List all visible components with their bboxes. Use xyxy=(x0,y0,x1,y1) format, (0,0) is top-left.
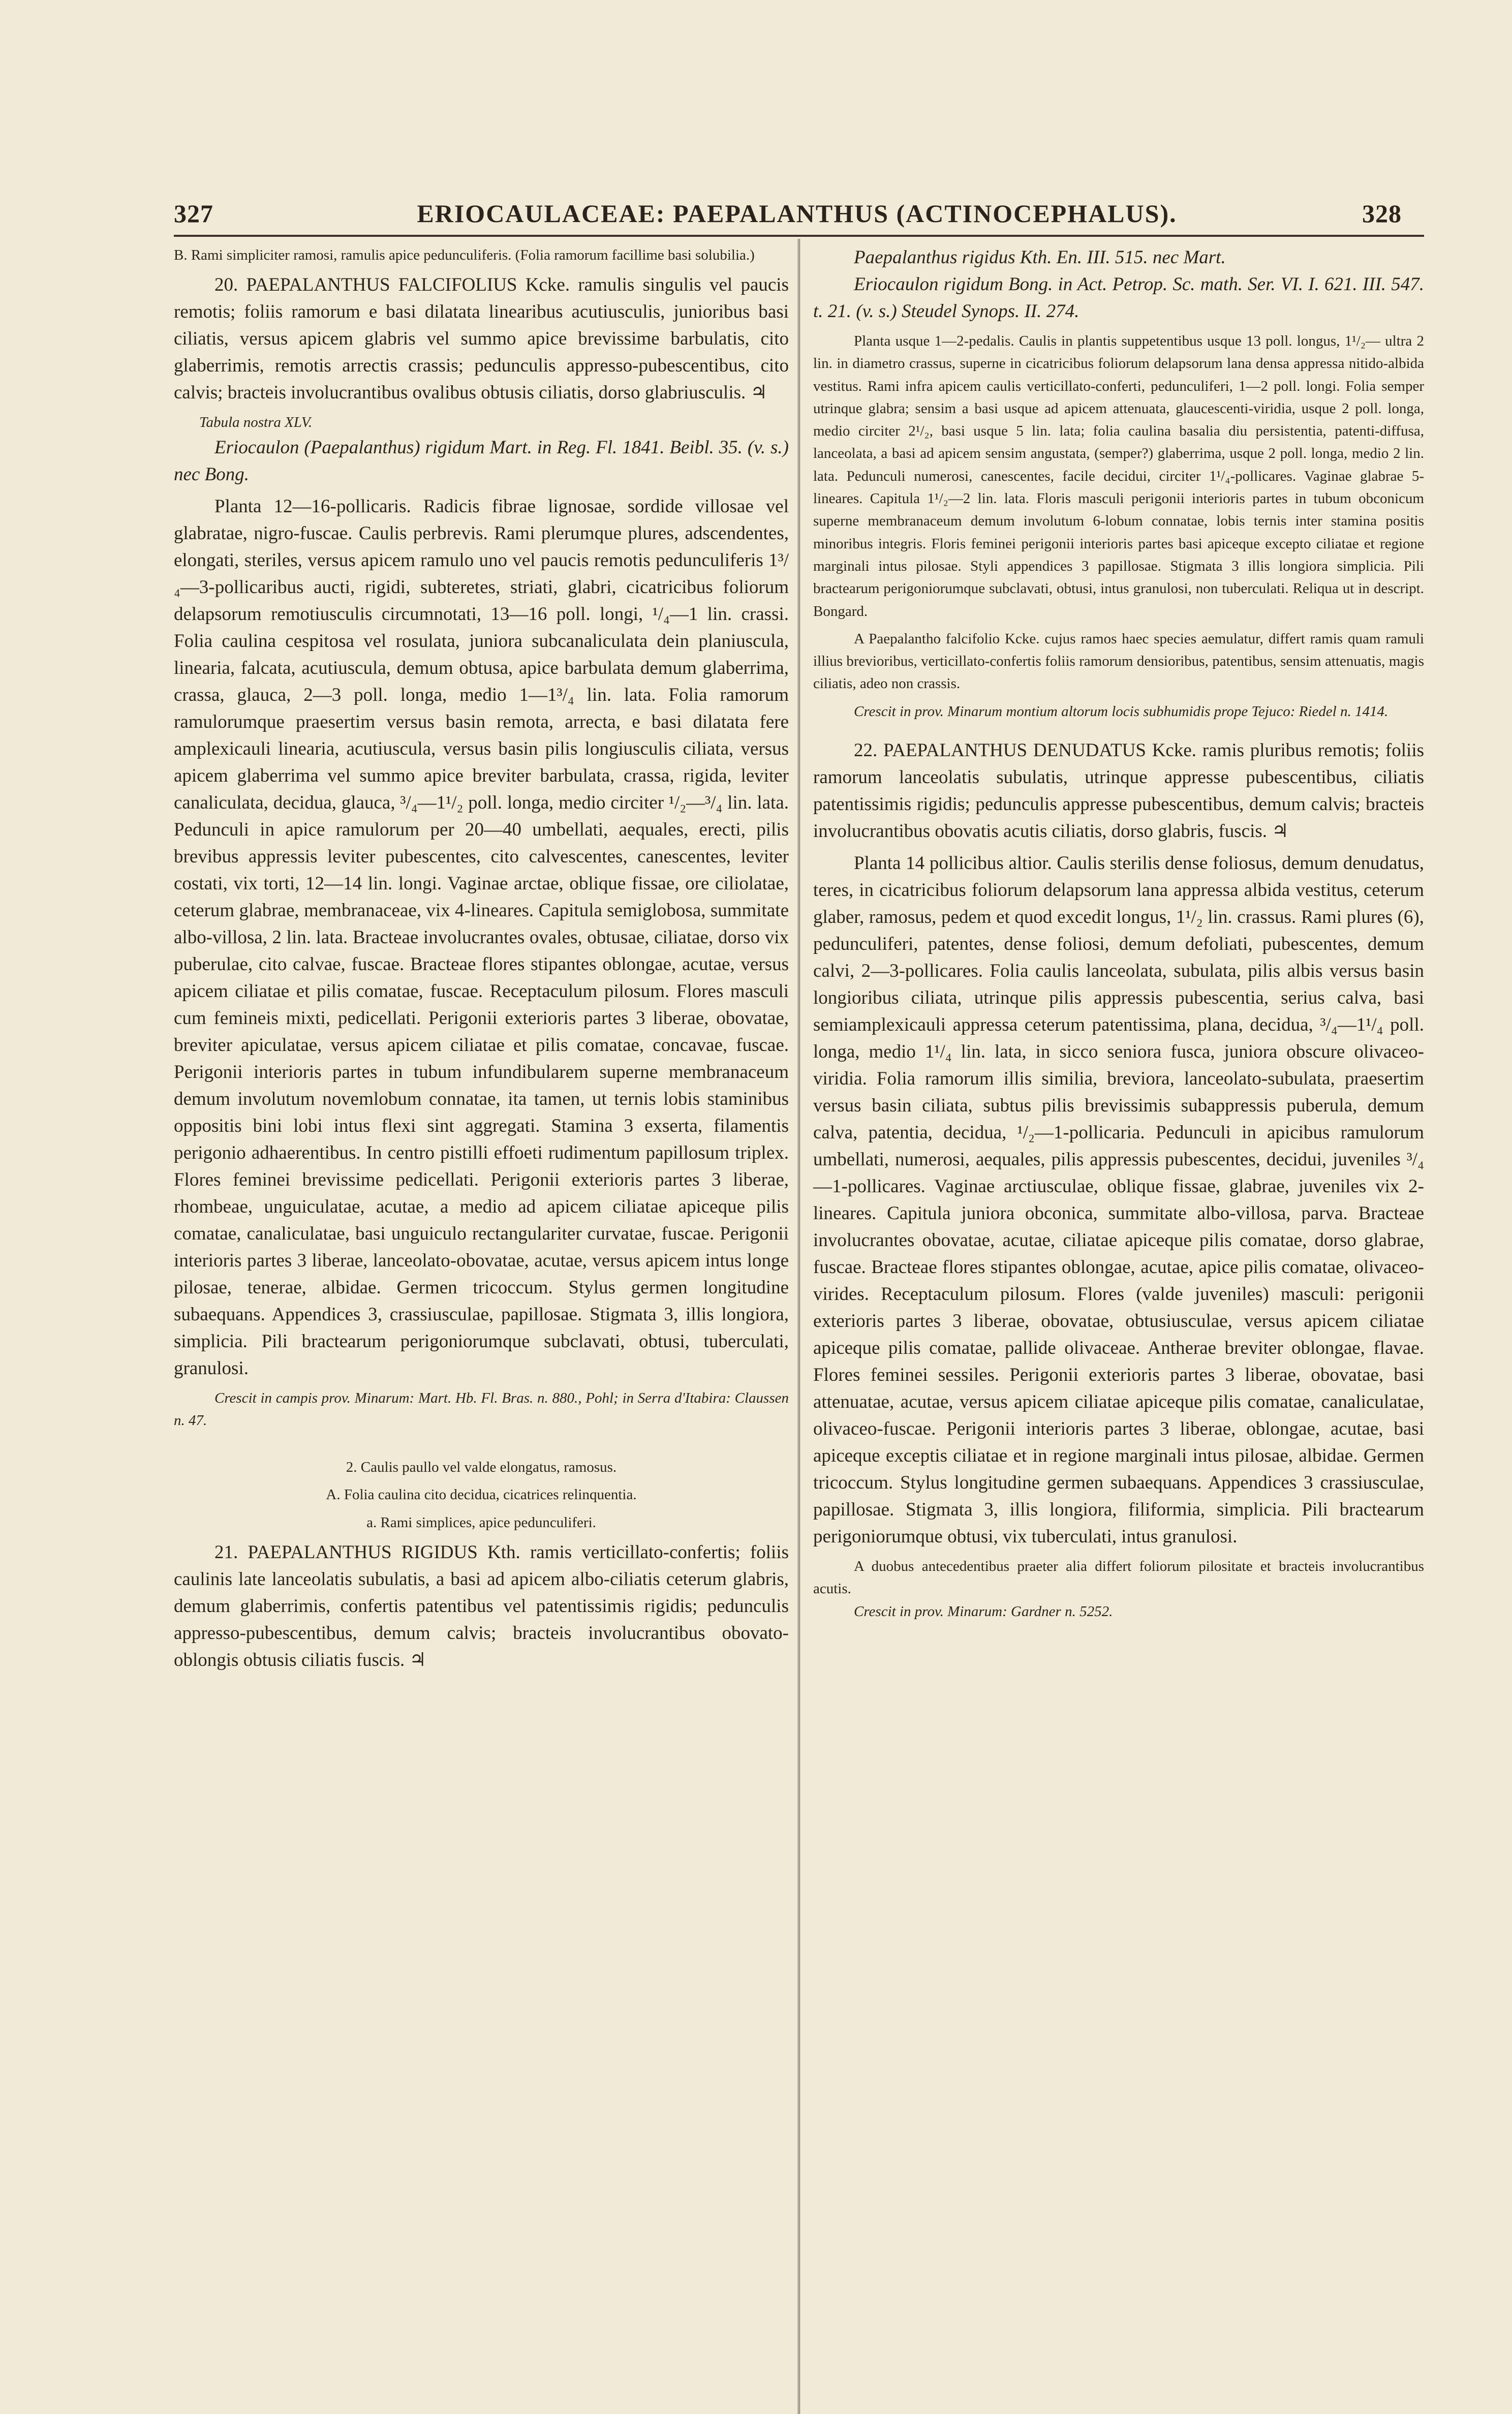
species-22-locality: Crescit in prov. Minarum: Gardner n. 5252. xyxy=(854,1603,1113,1620)
page-number-right: 328 xyxy=(1362,199,1402,228)
column-separator xyxy=(798,239,800,2414)
section-heading-b: B. Rami simpliciter ramosi, ramulis apice pedunculiferis. (Folia ramorum facillime basi solubilia.) xyxy=(174,247,755,263)
running-title: ERIOCAULACEAE: PAEPALANTHUS (ACTINOCEPHALUS). xyxy=(417,199,1177,228)
left-column xyxy=(174,244,789,1674)
species-21-synonym-1: Paepalanthus rigidus Kth. En. III. 515. nec Mart. xyxy=(854,247,1226,268)
species-21-diagnosis: 21. PAEPALANTHUS RIGIDUS Kth. ramis verticillato-confertis; foliis caulinis late lanceolatis subulatis, a basi ad apicem albo-ciliatis ceterum glabris, demum glaberrimis, confertis patentibus vel patentissimis rigidis; pedunculis appresso-pubescentibus, demum calvis; bracteis involucrantibus obovato-oblongis obtusis ciliatis fuscis. ♃ xyxy=(174,1542,789,1671)
species-21-synonym-2: Eriocaulon rigidum Bong. in Act. Petrop. Sc. math. Ser. VI. I. 621. III. 547. t. 21. (v. s.) Steudel Synops. II. 274. xyxy=(813,274,1424,322)
species-22-note: A duobus antecedentibus praeter alia differt foliorum pilositate et bracteis involucrantibus acutis. xyxy=(813,1558,1424,1597)
species-21-note: A Paepalantho falcifolio Kcke. cujus ramos haec species aemulatur, differt ramis quam ramuli illius brevioribus, verticillato-confertis foliis ramorum densioribus, patentibus, sensim attenuatis, magis ciliatis, adeo non crassis. xyxy=(813,630,1424,692)
subdivision-a-upper: A. Folia caulina cito decidua, cicatrices relinquentia. xyxy=(326,1487,637,1503)
species-20-description: Planta 12—16-pollicaris. Radicis fibrae lignosae, sordide villosae vel glabratae, nigro-fuscae. Caulis perbrevis. Rami plerumque plures, adscendentes, elongati, steriles, versus apicem ramulo uno vel paucis remotis pedunculiferis 1³/₄—3-pollicaribus aucti, rigidi, subteretes, striati, glabri, cicatricibus foliorum delapsorum remotiusculis circumnotati, 13—16 poll. longi, ¹/₄—1 lin. crassi. Folia caulina cespitosa vel rosulata, juniora subcanaliculata dein planiuscula, linearia, falcata, acutiuscula, demum obtusa, apice barbulata demum glaberrima, crassa, glauca, 2—3 poll. longa, medio 1—1³/₄ lin. lata. Folia ramorum ramulorumque praesertim versus basin remota, arrecta, e basi dilatata fere amplexicauli linearia, acutiuscula, versus basin pilis longiusculis ciliata, versus apicem glaberrima vel summo apice breviter barbulata, crassa, rigida, leviter canaliculata, decidua, glauca, ³/₄—1¹/₂ poll. longa, medio circiter ¹/₂—³/₄ lin. lata. Pedunculi in apice ramulorum per 20—40 umbellati, aequales, erecti, pilis brevibus appressis leviter pubescentes, cito calvescentes, canescentes, leviter costati, vix torti, 12—14 lin. longi. Vaginae arctae, oblique fissae, ore ciliolatae, ceterum glabrae, membranaceae, vix 4-lineares. Capitula semiglobosa, summitate albo-villosa, 2 lin. lata. Bracteae involucrantes ovales, obtusae, ciliatae, dorso vix puberulae, cito calvae, fuscae. Bracteae flores stipantes oblongae, acutae, versus apicem ciliatae et pilis comatae, fuscae. Receptaculum pilosum. Flores masculi cum femineis mixti, pedicellati. Perigonii exterioris partes 3 liberae, obovatae, breviter apiculatae, versus apicem ciliatae et pilis comatae, concavae, fuscae. Perigonii interioris partes in tubum infundibularem superne membranaceum demum involutum novemlobum connatae, ita tamen, ut ternis lobis staminibus oppositis bini lobi intus flexi sint aggregati. Stamina 3 exserta, filamentis perigonio adhaerentibus. In centro pistilli effoeti rudimentum papillosum triplex. Flores feminei brevissime pedicellati. Perigonii exterioris partes 3 liberae, rhombeae, unguiculatae, acutae, a medio ad apicem ciliatae apiceque pilis comatae, canaliculatae, basi unguiculo rectangulariter curvatae, fuscae. Perigonii interioris partes 3 liberae, lanceolato-obovatae, acutae, versus apicem intus longe pilosae, tenerae, albidae. Germen tricoccum. Stylus germen longitudine subaequans. Appendices 3, crassiusculae, papillosae. Stigmata 3, illis longiora, simplicia. Pili bractearum perigoniorumque subclavati, obtusi, tuberculati, granulosi. xyxy=(174,496,789,1379)
right-column xyxy=(813,244,1424,1623)
header-rule xyxy=(174,235,1424,237)
subdivision-a-lower: a. Rami simplices, apice pedunculiferi. xyxy=(366,1514,596,1531)
species-20-locality: Crescit in campis prov. Minarum: Mart. Hb. Fl. Bras. n. 880., Pohl; in Serra d'Itabira: Claussen n. 47. xyxy=(174,1389,789,1429)
subdivision-2: 2. Caulis paullo vel valde elongatus, ramosus. xyxy=(346,1459,617,1476)
species-21-description: Planta usque 1—2-pedalis. Caulis in plantis suppetentibus usque 13 poll. longus, 1¹/₂— ultra 2 lin. in diametro crassus, superne in cicatricibus foliorum delapsorum lana densa appressa nitido-albida vestitus. Rami infra apicem caulis verticillato-conferti, pedunculiferi, 1—2 poll. longi. Folia semper utrinque glabra; sensim a basi usque ad apicem attenuata, glaucescenti-viridia, usque 2 poll. longa, medio circiter 2¹/₂, basi usque 5 lin. lata; folia caulina basalia diu persistentia, patenti-diffusa, lanceolata, a basi ad apicem sensim angustata, (semper?) glaberrima, usque 2 poll. longa, medio 2 lin. lata. Pedunculi numerosi, canescentes, facile decidui, circiter 1¹/₄-pollicares. Vaginae glabrae 5-lineares. Capitula 1¹/₂—2 lin. lata. Floris masculi perigonii interioris partes in tubum obconicum superne membranaceum demum involutum 6-lobum connatae, lobis ternis inter stamina positis minoribus integris. Floris feminei perigonii interioris partes basi apiceque excepto ciliatae et regione marginali intus pilosae. Styli appendices 3 papillosae. Stigmata 3 illis longiora simplicia. Pili bractearum perigoniorumque subclavati, obtusi, intus granulosi, non tuberculati. Reliqua ut in descript. Bongard. xyxy=(813,333,1424,620)
species-20-plate-reference: Tabula nostra XLV. xyxy=(199,414,313,431)
species-22-description: Planta 14 pollicibus altior. Caulis sterilis dense foliosus, demum denudatus, teres, in cicatricibus foliorum delapsorum lana appressa albida vestitus, ceterum glaber, ramosus, pedem et quod excedit longus, 1¹/₂ lin. crassus. Rami plures (6), pedunculiferi, patentes, dense foliosi, demum defoliati, pubescentes, demum calvi, 2—3-pollicares. Folia caulis lanceolata, subulata, pilis albis versus basin longioribus ciliata, utrinque pilis appressis pubescentia, serius calva, basi semiamplexicauli appressa ceterum patentissima, plana, decidua, ³/₄—1¹/₄ poll. longa, medio 1¹/₄ lin. lata, in sicco seniora fusca, juniora obscure olivaceo-viridia. Folia ramorum illis similia, breviora, lanceolato-subulata, praesertim versus basin ciliata, subtus pilis brevissimis subappressis puberula, demum calva, patentia, decidua, ¹/₂—1-pollicaria. Pedunculi in apicibus ramulorum umbellati, numerosi, aequales, pilis appressis pubescentes, decidui, juveniles ³/₄—1-pollicares. Vaginae arctiusculae, oblique fissae, glabrae, juveniles vix 2-lineares. Capitula juniora obconica, summitate albo-villosa, parva. Bracteae involucrantes obovatae, acutae, ciliatae apiceque pilis comatae, dorso glabrae, fuscae. Bracteae flores stipantes oblongae, acutae, apice pilis comatae, olivaceo-virides. Receptaculum pilosum. Flores (valde juveniles) masculi: perigonii exterioris partes 3 liberae, obovatae, obtusiusculae, versus apicem ciliatae apiceque pilis comatae, pallide olivaceae. Antherae breviter oblongae, flavae. Flores feminei sessiles. Perigonii exterioris partes 3 liberae, obovatae, basi attenuatae, acutae, versus apicem ciliatae apiceque pilis comatae, canaliculatae, olivaceo-fuscae. Perigonii interioris partes 3 liberae, oblongae, acutae, basi apiceque exceptis ciliatae et in regione marginali intus pilosae, albidae. Germen tricoccum. Stylus longitudine germen subaequans. Appendices 3 crassiusculae, papillosae. Stigmata 3, illis longiora, filiformia, simplicia. Pili bractearum perigoniorumque obtusi, vix tuberculati, intus granulosi. xyxy=(813,853,1424,1548)
species-22-diagnosis: 22. PAEPALANTHUS DENUDATUS Kcke. ramis pluribus remotis; foliis ramorum lanceolatis subulatis, utrinque appresse pubescentibus, ciliatis patentissimis rigidis; pedunculis appresse pubescentibus, demum calvis; bracteis involucrantibus obovatis acutis ciliatis, dorso glabris, fuscis. ♃ xyxy=(813,740,1424,842)
species-20-diagnosis: 20. PAEPALANTHUS FALCIFOLIUS Kcke. ramulis singulis vel paucis remotis; foliis ramorum e basi dilatata linearibus acutiusculis, junioribus basi ciliatis, versus apicem glabris vel summo apice brevissime barbulatis, cito glaberrimis, remotis arrectis crassis; pedunculis appresso-pubescentibus, cito calvis; bracteis involucrantibus ovalibus obtusis ciliatis, dorso glabriusculis. ♃ xyxy=(174,274,789,404)
page-number-left: 327 xyxy=(174,199,213,228)
species-21-locality: Crescit in prov. Minarum montium altorum locis subhumidis prope Tejuco: Riedel n. 1414. xyxy=(854,703,1388,720)
species-20-synonym: Eriocaulon (Paepalanthus) rigidum Mart. in Reg. Fl. 1841. Beibl. 35. (v. s.) nec Bong. xyxy=(174,437,789,485)
